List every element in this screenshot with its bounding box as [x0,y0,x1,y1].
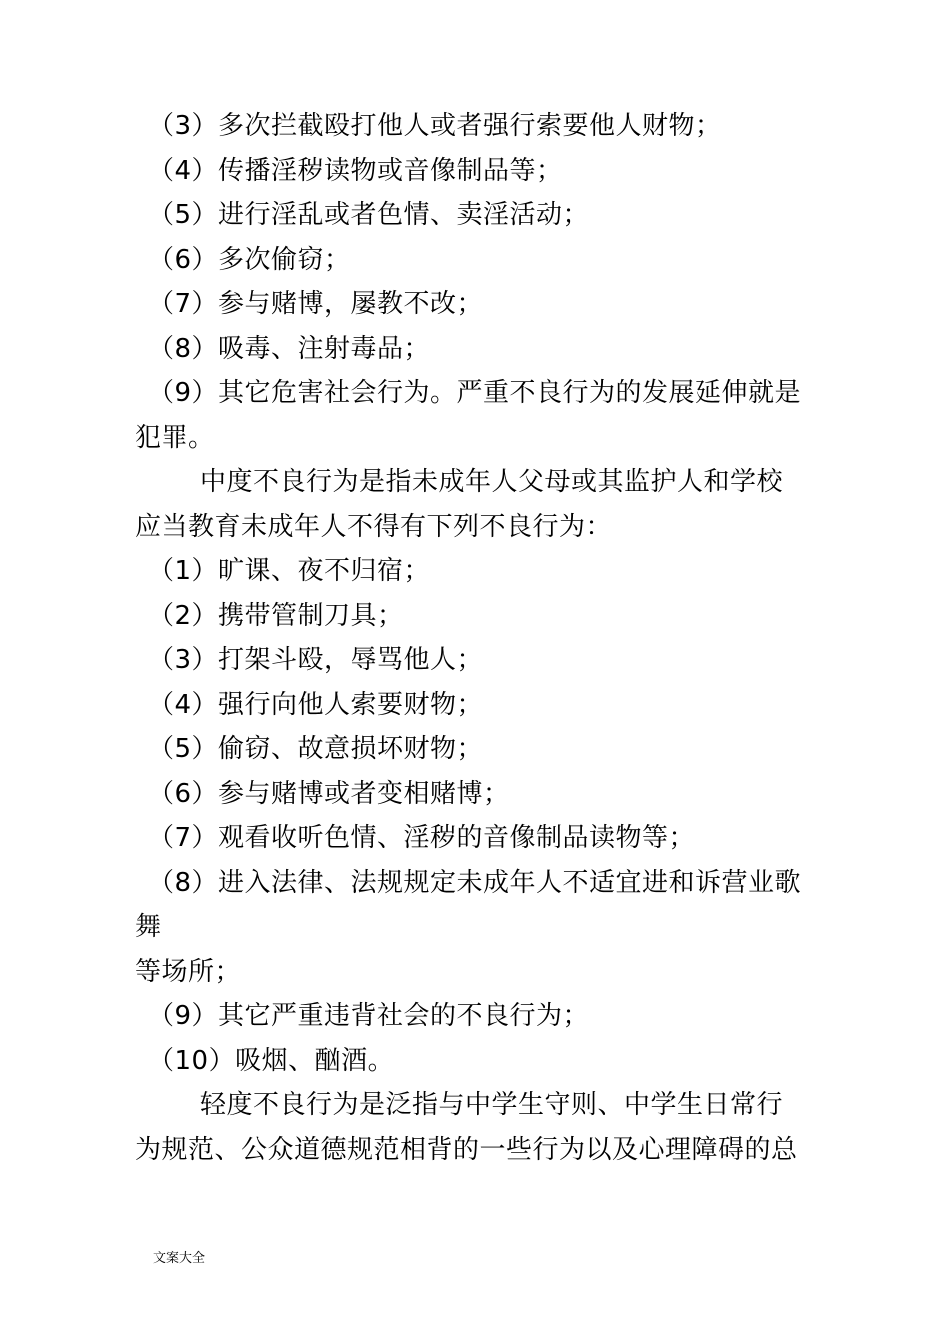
text-line: （7）参与赌博，屡教不改； [148,289,484,319]
text-line: 等场所； [135,956,242,987]
text-line: （3）多次拦截殴打他人或者强行索要他人财物； [148,111,722,141]
text-line: （5）偷窃、故意损坏财物； [148,734,484,764]
text-line: （9）其它危害社会行为。严重不良行为的发展延伸就是 [148,378,802,408]
paragraph-start-line: 轻度不良行为是泛指与中学生守则、中学生日常行 [200,1090,784,1120]
text-line: （7）观看收听色情、淫秽的音像制品读物等； [148,823,696,853]
text-line: （1）旷课、夜不归宿； [148,556,431,586]
text-line: （3）打架斗殴，辱骂他人； [148,645,484,675]
text-line: 犯罪。 [135,422,215,453]
text-line: 为规范、公众道德规范相背的一些行为以及心理障碍的总 [135,1134,798,1165]
text-line: （10）吸烟、酗酒。 [148,1045,395,1076]
text-line: （9）其它严重违背社会的不良行为； [148,1001,590,1031]
text-line: （5）进行淫乱或者色情、卖淫活动； [148,200,590,230]
text-line: （4）传播淫秽读物或音像制品等； [148,155,563,186]
document-body [135,104,835,1172]
text-line: 舞 [135,912,162,942]
text-line: （6）参与赌博或者变相赌博； [148,778,510,809]
text-line: （8）进入法律、法规规定未成年人不适宜进和诉营业歌 [148,867,802,898]
paragraph-start-line: 中度不良行为是指未成年人父母或其监护人和学校 [200,467,784,497]
text-line: 应当教育未成年人不得有下列不良行为： [135,511,613,542]
text-line: （6）多次偷窃； [148,244,351,275]
text-line: （8）吸毒、注射毒品； [148,333,431,364]
page-footer: 文案大全 [153,1251,206,1266]
text-line: （4）强行向他人索要财物； [148,689,484,720]
text-line: （2）携带管制刀具； [148,600,404,631]
